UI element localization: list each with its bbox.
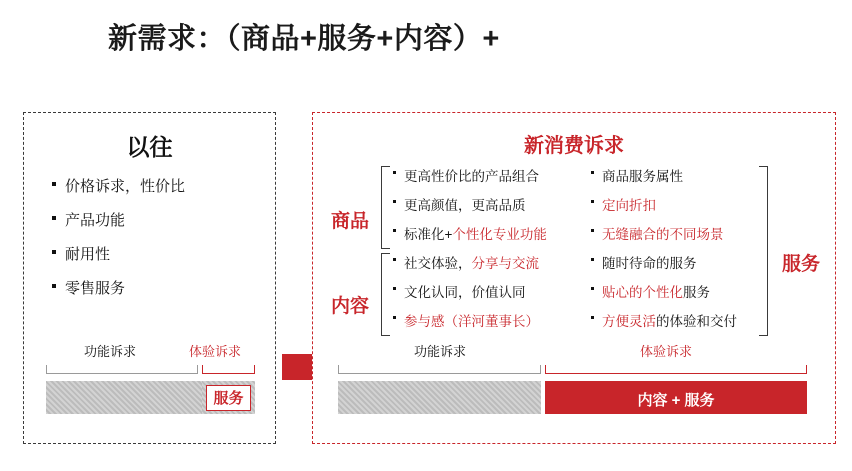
left-bracket-experience <box>202 365 255 374</box>
goods-group-bracket <box>381 166 390 249</box>
item-text-black: 社交体验， <box>404 256 472 271</box>
content-item-list <box>393 252 539 339</box>
left-bar-function-label: 功能诉求 <box>84 344 137 359</box>
list-item <box>591 281 737 301</box>
left-bracket-function <box>46 365 198 374</box>
right-bracket-experience <box>545 365 807 374</box>
left-panel-list <box>52 175 185 311</box>
right-bar-function-label: 功能诉求 <box>414 344 467 359</box>
service-item-list <box>591 165 737 339</box>
list-item: 无缝融合的不同场景 <box>591 223 737 243</box>
list-item: 耐用性 <box>52 243 185 264</box>
category-label-content: 内容 <box>331 296 370 317</box>
item-text-red: 方便灵活 <box>602 314 656 329</box>
list-item: 随时待命的服务 <box>591 252 737 272</box>
item-text-red: 分享与交流 <box>471 256 539 271</box>
right-bar-gray <box>338 381 541 414</box>
list-item: 更高性价比的产品组合 <box>393 165 547 185</box>
right-panel-title: 新消费诉求 <box>524 135 624 157</box>
left-bar-gray <box>46 381 202 414</box>
category-label-goods: 商品 <box>331 211 370 232</box>
list-item: 更高颜值，更高品质 <box>393 194 547 214</box>
left-bar-chip: 服务 <box>206 385 251 411</box>
list-item <box>591 310 737 330</box>
list-item: 零售服务 <box>52 277 185 298</box>
list-item: 参与感（洋河董事长） <box>393 310 539 330</box>
list-item <box>393 252 539 272</box>
category-label-service: 服务 <box>782 254 821 275</box>
list-item: 产品功能 <box>52 209 185 230</box>
list-item: 文化认同，价值认同 <box>393 281 539 301</box>
item-text-red: 贴心的个性化 <box>602 285 683 300</box>
item-text-black: 的体验和交付 <box>656 314 737 329</box>
right-bar-experience-label: 体验诉求 <box>640 344 693 359</box>
item-text-black: 标准化+ <box>404 227 453 242</box>
list-item: 定向折扣 <box>591 194 737 214</box>
goods-item-list <box>393 165 547 252</box>
arrow-shaft <box>282 354 314 380</box>
new-demand-panel <box>312 112 836 444</box>
page-title: 新需求：（商品+服务+内容）+ <box>108 23 500 55</box>
list-item <box>393 223 547 243</box>
item-text-black: 服务 <box>683 285 710 300</box>
right-bar-chip: 内容 + 服务 <box>637 392 715 409</box>
left-bar-experience-label: 体验诉求 <box>189 344 242 359</box>
list-item: 价格诉求，性价比 <box>52 175 185 196</box>
item-text-red: 个性化专业功能 <box>452 227 547 242</box>
left-panel-title: 以往 <box>126 134 173 160</box>
right-bracket-function <box>338 365 541 374</box>
content-group-bracket <box>381 253 390 336</box>
previous-demand-panel <box>23 112 276 444</box>
service-group-bracket <box>759 166 768 336</box>
list-item: 商品服务属性 <box>591 165 737 185</box>
